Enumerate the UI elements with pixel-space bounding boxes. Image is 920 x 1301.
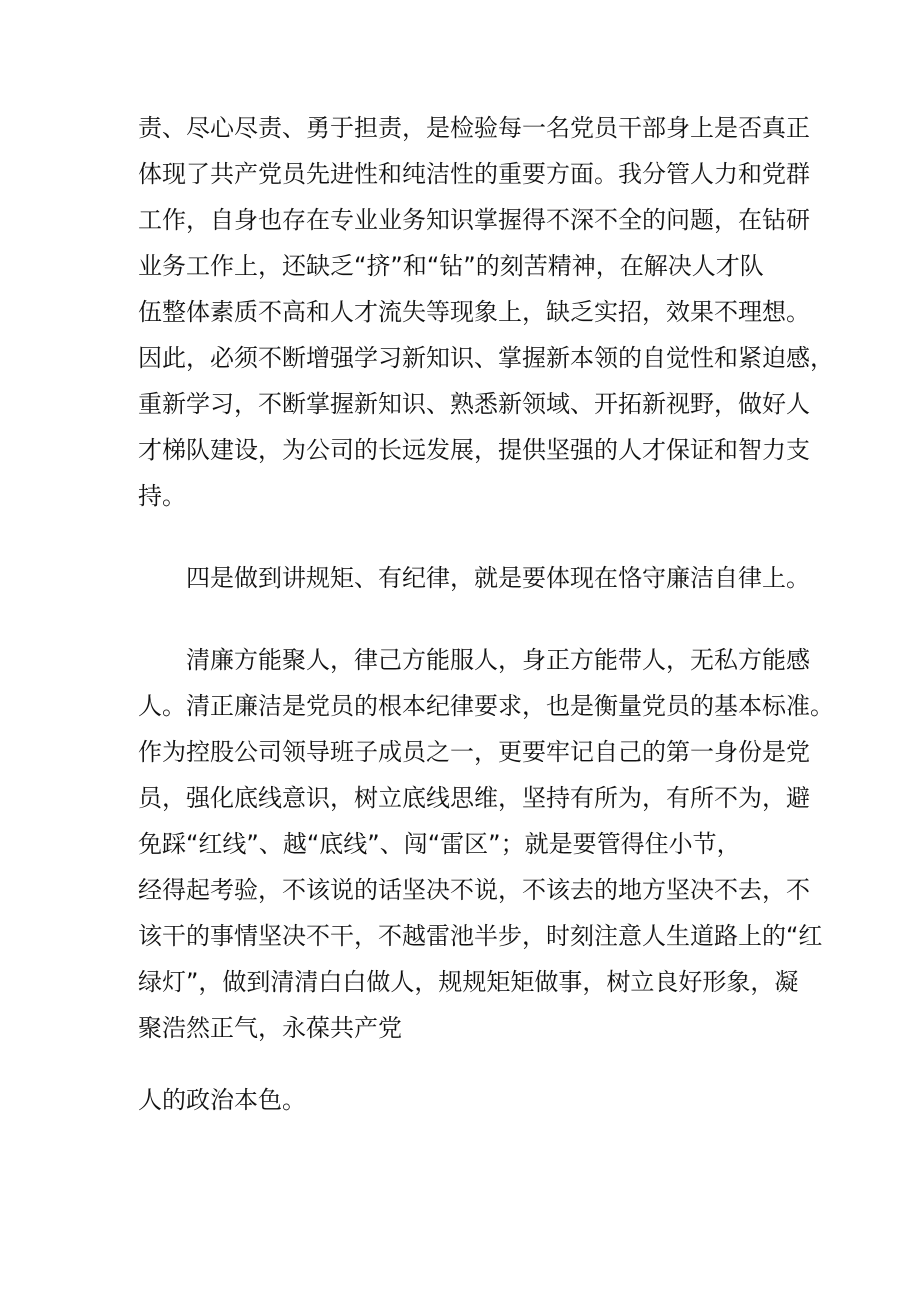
paragraph-line: 持。 [138, 482, 186, 510]
section-heading: 四是做到讲规矩、有纪律，就是要体现在恪守廉洁自律上。 [186, 564, 810, 592]
paragraph-line: 工作，自身也存在专业业务知识掌握得不深不全的问题，在钻研 [138, 206, 810, 234]
paragraph-line: 聚浩然正气，永葆共产党 [138, 1014, 402, 1042]
paragraph-line: 人的政治本色。 [138, 1086, 306, 1114]
paragraph-line: 经得起考验，不该说的话坚决不说，不该去的地方坚决不去，不 [138, 876, 810, 904]
paragraph-line: 员，强化底线意识，树立底线思维，坚持有所为，有所不为，避 [138, 784, 810, 812]
paragraph-line: 才梯队建设，为公司的长远发展，提供坚强的人才保证和智力支 [138, 436, 810, 464]
paragraph-line: 因此，必须不断增强学习新知识、掌握新本领的自觉性和紧迫感， [138, 344, 834, 372]
paragraph-line: 重新学习，不断掌握新知识、熟悉新领域、开拓新视野，做好人 [138, 390, 810, 418]
paragraph-line: 责、尽心尽责、勇于担责，是检验每一名党员干部身上是否真正 [138, 114, 810, 142]
paragraph-line: 伍整体素质不高和人才流失等现象上，缺乏实招，效果不理想。 [138, 298, 810, 326]
paragraph-line: 人。清正廉洁是党员的根本纪律要求，也是衡量党员的基本标准。 [138, 692, 834, 720]
paragraph-line: 绿灯”，做到清清白白做人，规规矩矩做事，树立良好形象，凝 [138, 968, 799, 996]
paragraph-line: 免踩“红线”、越“底线”、闯“雷区”；就是要管得住小节， [138, 830, 741, 858]
paragraph-line: 体现了共产党员先进性和纯洁性的重要方面。我分管人力和党群 [138, 160, 810, 188]
paragraph-line: 清廉方能聚人，律己方能服人，身正方能带人，无私方能感 [186, 646, 810, 674]
paragraph-line: 该干的事情坚决不干，不越雷池半步，时刻注意人生道路上的“红 [138, 922, 823, 950]
paragraph-line: 作为控股公司领导班子成员之一，更要牢记自己的第一身份是党 [138, 738, 810, 766]
paragraph-line: 业务工作上，还缺乏“挤”和“钻”的刻苦精神，在解决人才队 [138, 252, 764, 280]
